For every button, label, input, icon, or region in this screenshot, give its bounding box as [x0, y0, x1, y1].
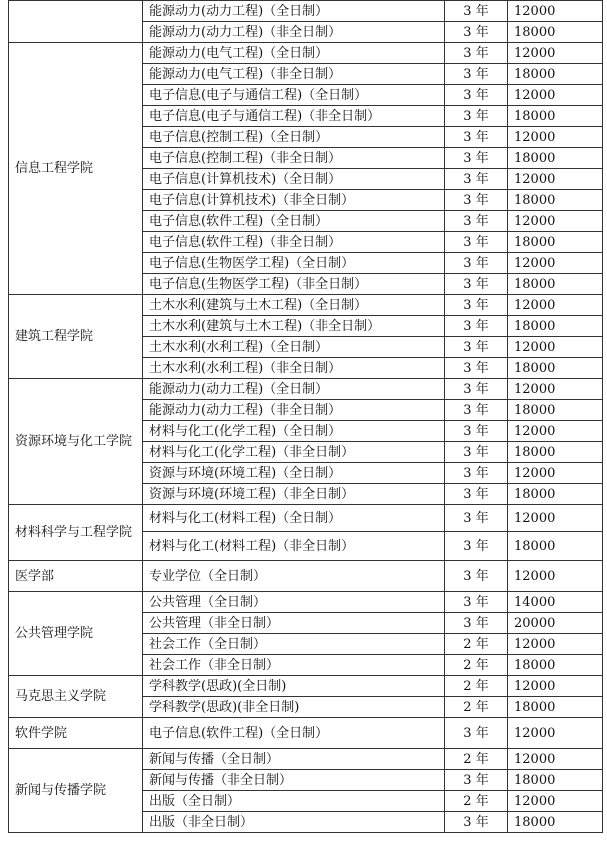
- duration-cell: 2 年: [445, 655, 508, 676]
- tuition-cell: 12000: [508, 211, 603, 232]
- tuition-cell: 18000: [508, 190, 603, 211]
- program-cell: 材料与化工(材料工程)（全日制）: [143, 505, 445, 532]
- program-cell: 土木水利(建筑与土木工程)（全日制）: [143, 295, 445, 316]
- duration-cell: 3 年: [445, 484, 508, 505]
- tuition-cell: 18000: [508, 148, 603, 169]
- program-cell: 电子信息(电子与通信工程)（非全日制）: [143, 106, 445, 127]
- tuition-cell: 12000: [508, 85, 603, 106]
- tuition-table: [8, 0, 603, 833]
- duration-cell: 3 年: [445, 421, 508, 442]
- duration-cell: 3 年: [445, 1, 508, 22]
- table-row: [9, 505, 603, 532]
- tuition-cell: 18000: [508, 655, 603, 676]
- program-cell: 土木水利(水利工程)（全日制）: [143, 337, 445, 358]
- duration-cell: 3 年: [445, 592, 508, 613]
- tuition-cell: 18000: [508, 770, 603, 791]
- program-cell: 电子信息(软件工程)（全日制）: [143, 211, 445, 232]
- school-cell: 软件学院: [9, 718, 143, 749]
- duration-cell: 3 年: [445, 232, 508, 253]
- program-cell: 电子信息(控制工程)（非全日制）: [143, 148, 445, 169]
- tuition-cell: 18000: [508, 400, 603, 421]
- program-cell: 能源动力(动力工程)（全日制）: [143, 1, 445, 22]
- program-cell: 土木水利(建筑与土木工程)（非全日制）: [143, 316, 445, 337]
- duration-cell: 2 年: [445, 791, 508, 812]
- tuition-cell: 12000: [508, 1, 603, 22]
- school-cell: 资源环境与化工学院: [9, 379, 143, 505]
- program-cell: 能源动力(动力工程)（非全日制）: [143, 400, 445, 421]
- duration-cell: 2 年: [445, 676, 508, 697]
- tuition-cell: 18000: [508, 64, 603, 85]
- school-cell: [9, 1, 143, 43]
- program-cell: 学科教学(思政)(非全日制): [143, 697, 445, 718]
- tuition-cell: 18000: [508, 106, 603, 127]
- duration-cell: 2 年: [445, 697, 508, 718]
- tuition-cell: 20000: [508, 613, 603, 634]
- tuition-table-body: [9, 1, 603, 833]
- program-cell: 材料与化工(化学工程)（全日制）: [143, 421, 445, 442]
- duration-cell: 3 年: [445, 148, 508, 169]
- duration-cell: 3 年: [445, 316, 508, 337]
- duration-cell: 3 年: [445, 127, 508, 148]
- duration-cell: 3 年: [445, 43, 508, 64]
- program-cell: 电子信息(软件工程)（全日制）: [143, 718, 445, 749]
- tuition-cell: 18000: [508, 484, 603, 505]
- program-cell: 电子信息(控制工程)（全日制）: [143, 127, 445, 148]
- school-cell: 新闻与传播学院: [9, 749, 143, 833]
- program-cell: 材料与化工(化学工程)（非全日制）: [143, 442, 445, 463]
- program-cell: 专业学位（全日制）: [143, 561, 445, 592]
- program-cell: 学科教学(思政)(全日制): [143, 676, 445, 697]
- table-row: [9, 718, 603, 749]
- table-row: [9, 561, 603, 592]
- tuition-cell: 12000: [508, 169, 603, 190]
- duration-cell: 3 年: [445, 532, 508, 561]
- tuition-cell: 12000: [508, 749, 603, 770]
- duration-cell: 3 年: [445, 463, 508, 484]
- program-cell: 电子信息(电子与通信工程)（全日制）: [143, 85, 445, 106]
- tuition-cell: 12000: [508, 253, 603, 274]
- duration-cell: 3 年: [445, 169, 508, 190]
- duration-cell: 3 年: [445, 379, 508, 400]
- duration-cell: 3 年: [445, 64, 508, 85]
- tuition-cell: 12000: [508, 421, 603, 442]
- table-row: [9, 379, 603, 400]
- duration-cell: 3 年: [445, 274, 508, 295]
- table-row: [9, 749, 603, 770]
- tuition-cell: 12000: [508, 295, 603, 316]
- duration-cell: 3 年: [445, 295, 508, 316]
- school-cell: 建筑工程学院: [9, 295, 143, 379]
- school-cell: 公共管理学院: [9, 592, 143, 676]
- tuition-cell: 14000: [508, 592, 603, 613]
- tuition-cell: 12000: [508, 463, 603, 484]
- school-cell: 医学部: [9, 561, 143, 592]
- program-cell: 社会工作（全日制）: [143, 634, 445, 655]
- tuition-cell: 12000: [508, 43, 603, 64]
- tuition-cell: 18000: [508, 274, 603, 295]
- tuition-cell: 12000: [508, 379, 603, 400]
- duration-cell: 3 年: [445, 211, 508, 232]
- duration-cell: 3 年: [445, 561, 508, 592]
- program-cell: 新闻与传播（全日制）: [143, 749, 445, 770]
- duration-cell: 3 年: [445, 358, 508, 379]
- tuition-cell: 18000: [508, 232, 603, 253]
- duration-cell: 3 年: [445, 442, 508, 463]
- duration-cell: 2 年: [445, 749, 508, 770]
- tuition-cell: 18000: [508, 697, 603, 718]
- tuition-cell: 12000: [508, 127, 603, 148]
- tuition-cell: 12000: [508, 337, 603, 358]
- tuition-cell: 18000: [508, 812, 603, 833]
- tuition-cell: 18000: [508, 316, 603, 337]
- duration-cell: 2 年: [445, 634, 508, 655]
- program-cell: 材料与化工(材料工程)（非全日制）: [143, 532, 445, 561]
- program-cell: 电子信息(计算机技术)（全日制）: [143, 169, 445, 190]
- duration-cell: 3 年: [445, 718, 508, 749]
- tuition-cell: 12000: [508, 505, 603, 532]
- program-cell: 社会工作（非全日制）: [143, 655, 445, 676]
- duration-cell: 3 年: [445, 337, 508, 358]
- duration-cell: 3 年: [445, 812, 508, 833]
- table-row: [9, 1, 603, 22]
- program-cell: 能源动力(动力工程)（非全日制）: [143, 22, 445, 43]
- tuition-cell: 12000: [508, 791, 603, 812]
- table-row: [9, 43, 603, 64]
- table-row: [9, 676, 603, 697]
- school-cell: 信息工程学院: [9, 43, 143, 295]
- duration-cell: 3 年: [445, 253, 508, 274]
- table-row: [9, 592, 603, 613]
- program-cell: 土木水利(水利工程)（非全日制）: [143, 358, 445, 379]
- program-cell: 出版（非全日制）: [143, 812, 445, 833]
- duration-cell: 3 年: [445, 190, 508, 211]
- tuition-cell: 18000: [508, 22, 603, 43]
- program-cell: 公共管理（非全日制）: [143, 613, 445, 634]
- tuition-cell: 12000: [508, 676, 603, 697]
- program-cell: 电子信息(生物医学工程)（非全日制）: [143, 274, 445, 295]
- duration-cell: 3 年: [445, 505, 508, 532]
- program-cell: 新闻与传播（非全日制）: [143, 770, 445, 791]
- duration-cell: 3 年: [445, 770, 508, 791]
- program-cell: 能源动力(动力工程)（全日制）: [143, 379, 445, 400]
- duration-cell: 3 年: [445, 22, 508, 43]
- tuition-cell: 12000: [508, 561, 603, 592]
- program-cell: 电子信息(软件工程)（非全日制）: [143, 232, 445, 253]
- tuition-cell: 18000: [508, 532, 603, 561]
- duration-cell: 3 年: [445, 613, 508, 634]
- tuition-cell: 18000: [508, 442, 603, 463]
- duration-cell: 3 年: [445, 85, 508, 106]
- duration-cell: 3 年: [445, 106, 508, 127]
- tuition-cell: 18000: [508, 358, 603, 379]
- program-cell: 资源与环境(环境工程)（全日制）: [143, 463, 445, 484]
- program-cell: 资源与环境(环境工程)（非全日制）: [143, 484, 445, 505]
- program-cell: 能源动力(电气工程)（全日制）: [143, 43, 445, 64]
- tuition-cell: 12000: [508, 718, 603, 749]
- program-cell: 电子信息(计算机技术)（非全日制）: [143, 190, 445, 211]
- duration-cell: 3 年: [445, 400, 508, 421]
- school-cell: 材料科学与工程学院: [9, 505, 143, 561]
- program-cell: 公共管理（全日制）: [143, 592, 445, 613]
- program-cell: 出版（全日制）: [143, 791, 445, 812]
- table-row: [9, 295, 603, 316]
- tuition-cell: 12000: [508, 634, 603, 655]
- school-cell: 马克思主义学院: [9, 676, 143, 718]
- program-cell: 能源动力(电气工程)（非全日制）: [143, 64, 445, 85]
- program-cell: 电子信息(生物医学工程)（全日制）: [143, 253, 445, 274]
